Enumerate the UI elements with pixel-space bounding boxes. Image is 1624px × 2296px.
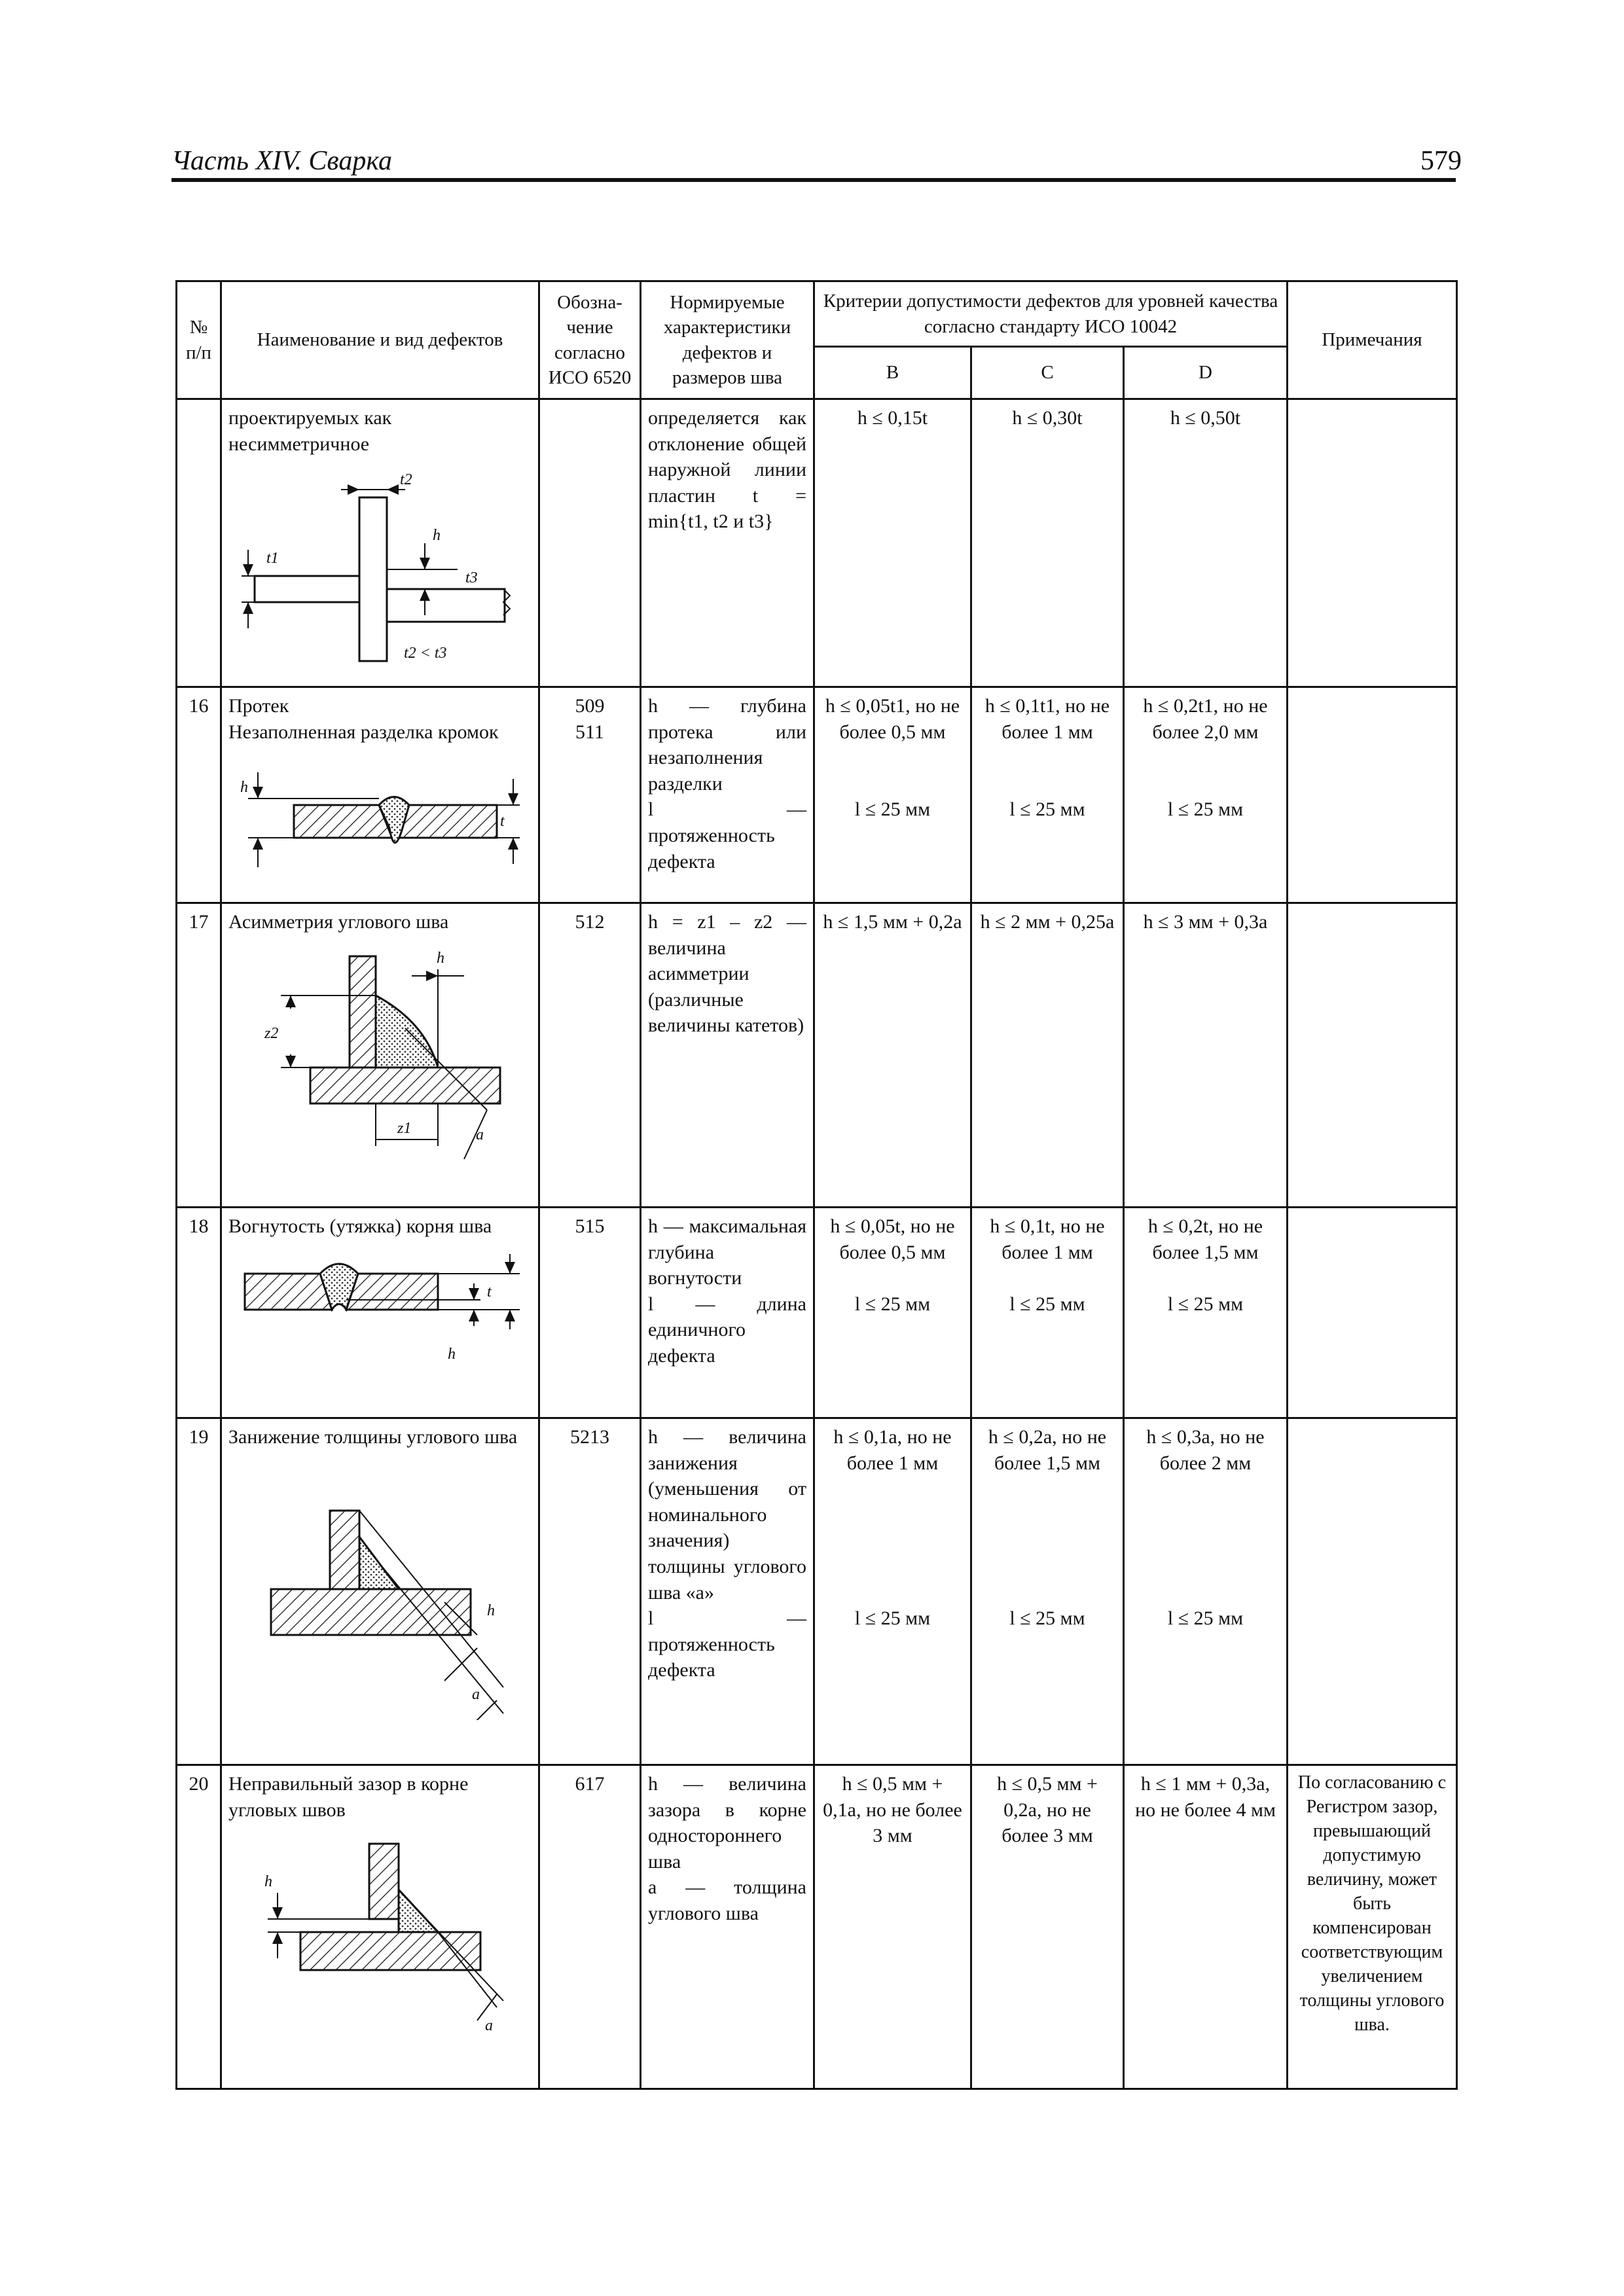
row-code: 5213 xyxy=(539,1418,641,1765)
row-criteria-b: h ≤ 0,1a, но не более 1 мм l ≤ 25 мм xyxy=(814,1418,971,1765)
defects-table xyxy=(175,280,1458,2090)
col-header-d: D xyxy=(1124,347,1288,399)
label-h: h xyxy=(240,779,248,797)
row-criteria-b: h ≤ 0,05t1, но не более 0,5 мм l ≤ 25 мм xyxy=(814,687,971,903)
row-name-cell xyxy=(221,903,539,1208)
page-number: 579 xyxy=(1420,146,1462,176)
label-h: h xyxy=(437,949,444,967)
row-name: Занижение толщины углового шва xyxy=(228,1426,518,1448)
label-t1: t1 xyxy=(266,550,279,567)
row-notes xyxy=(1288,903,1457,1208)
row-num: 19 xyxy=(177,1418,221,1765)
row-criteria-b: h ≤ 0,15t xyxy=(814,399,971,687)
row-criteria-c: h ≤ 0,1t1, но не более 1 мм l ≤ 25 мм xyxy=(971,687,1124,903)
row-num: 20 xyxy=(177,1765,221,2089)
row-criteria-d: h ≤ 0,3a, но не более 2 мм l ≤ 25 мм xyxy=(1124,1418,1288,1765)
col-header-name: Наименование и вид дефектов xyxy=(221,281,539,399)
row-name-cell xyxy=(221,1765,539,2089)
col-header-b: B xyxy=(814,347,971,399)
label-a: a xyxy=(472,1685,480,1703)
row-criteria-c: h ≤ 0,5 мм + 0,2a, но не более 3 мм xyxy=(971,1765,1124,2089)
root-concavity-sketch xyxy=(228,1247,523,1369)
row-characteristics: h — глубина протека или незаполнения разделки l — протяженность дефекта xyxy=(641,687,814,903)
row-name: Неправильный зазор в корне угловых швов xyxy=(228,1773,469,1821)
root-gap-sketch xyxy=(228,1831,523,2047)
row-name: Вогнутость (утяжка) корня шва xyxy=(228,1215,492,1237)
label-a: a xyxy=(485,2017,493,2035)
label-a: a xyxy=(476,1126,484,1143)
row-characteristics: h = z1 – z2 — величина асимметрии (различные величины катетов) xyxy=(641,903,814,1208)
row-criteria-d: h ≤ 0,50t xyxy=(1124,399,1288,687)
col-header-notes: Примечания xyxy=(1288,281,1457,399)
table-row xyxy=(177,903,1457,1208)
row-num: 18 xyxy=(177,1208,221,1418)
running-header-title: Часть XIV. Сварка xyxy=(171,146,392,176)
undersized-fillet-sketch xyxy=(228,1458,523,1720)
label-h: h xyxy=(487,1602,495,1619)
row-code: 515 xyxy=(539,1208,641,1418)
col-header-code: Обозна-чение согласно ИСО 6520 xyxy=(539,281,641,399)
row-notes xyxy=(1288,1418,1457,1765)
row-name-cell xyxy=(221,399,539,687)
row-criteria-c: h ≤ 2 мм + 0,25a xyxy=(971,903,1124,1208)
label-cond: t2 < t3 xyxy=(404,645,447,662)
table-row xyxy=(177,1765,1457,2089)
row-name-cell xyxy=(221,687,539,903)
row-code: 617 xyxy=(539,1765,641,2089)
label-z1: z1 xyxy=(397,1119,412,1137)
row-characteristics: h — величина занижения (уменьшения от номинального значения) толщины углового шва «a» l — протяженность дефекта xyxy=(641,1418,814,1765)
row-name: Протек Незаполненная разделка кромок xyxy=(228,695,499,743)
label-h: h xyxy=(448,1345,456,1363)
row-criteria-d: h ≤ 3 мм + 0,3a xyxy=(1124,903,1288,1208)
table-row xyxy=(177,1208,1457,1418)
row-criteria-b: h ≤ 1,5 мм + 0,2a xyxy=(814,903,971,1208)
col-header-char: Нормируемые характеристики дефектов и размеров шва xyxy=(641,281,814,399)
col-header-criteria: Критерии допустимости дефектов для уровней качества согласно стандарту ИСО 10042 xyxy=(814,281,1288,347)
burn-through-sketch xyxy=(228,753,523,867)
row-characteristics: h — величина зазора в корне одностороннего шва a — толщина углового шва xyxy=(641,1765,814,2089)
row-criteria-b: h ≤ 0,05t, но не более 0,5 мм l ≤ 25 мм xyxy=(814,1208,971,1418)
row-name: проектируемых как несимметричное xyxy=(228,407,392,455)
asymmetric-joint-sketch xyxy=(228,465,516,668)
row-name-cell xyxy=(221,1208,539,1418)
row-name: Асимметрия углового шва xyxy=(228,911,449,933)
row-characteristics: определяется как отклонение общей наружной линии пластин t = min{t1, t2 и t3} xyxy=(641,399,814,687)
label-h: h xyxy=(433,527,441,545)
row-criteria-c: h ≤ 0,1t, но не более 1 мм l ≤ 25 мм xyxy=(971,1208,1124,1418)
table-row xyxy=(177,1418,1457,1765)
row-num: 17 xyxy=(177,903,221,1208)
fillet-asymmetry-sketch xyxy=(228,943,523,1166)
row-code: 512 xyxy=(539,903,641,1208)
row-criteria-b: h ≤ 0,5 мм + 0,1a, но не более 3 мм xyxy=(814,1765,971,2089)
row-criteria-c: h ≤ 0,30t xyxy=(971,399,1124,687)
label-t3: t3 xyxy=(465,569,478,587)
label-t2: t2 xyxy=(400,471,412,489)
header-rule xyxy=(171,178,1456,182)
col-header-c: C xyxy=(971,347,1124,399)
table-row xyxy=(177,687,1457,903)
row-characteristics: h — максимальная глубина вогнутости l — длина единичного дефекта xyxy=(641,1208,814,1418)
row-notes xyxy=(1288,687,1457,903)
row-criteria-d: h ≤ 1 мм + 0,3a, но не более 4 мм xyxy=(1124,1765,1288,2089)
table-row xyxy=(177,399,1457,687)
row-criteria-c: h ≤ 0,2a, но не более 1,5 мм l ≤ 25 мм xyxy=(971,1418,1124,1765)
row-num: 16 xyxy=(177,687,221,903)
row-notes xyxy=(1288,399,1457,687)
label-t: t xyxy=(487,1283,492,1300)
row-notes: По согласованию с Регистром зазор, превышающий допустимую величину, может быть компенсирован соответствующим увеличением толщины углового шва. xyxy=(1288,1765,1457,2089)
row-code: 509 511 xyxy=(539,687,641,903)
label-h: h xyxy=(264,1873,272,1891)
label-t: t xyxy=(500,813,505,831)
row-criteria-d: h ≤ 0,2t, но не более 1,5 мм l ≤ 25 мм xyxy=(1124,1208,1288,1418)
row-code xyxy=(539,399,641,687)
label-z2: z2 xyxy=(264,1024,279,1042)
row-criteria-d: h ≤ 0,2t1, но не более 2,0 мм l ≤ 25 мм xyxy=(1124,687,1288,903)
row-num xyxy=(177,399,221,687)
row-notes xyxy=(1288,1208,1457,1418)
row-name-cell xyxy=(221,1418,539,1765)
col-header-num: № п/п xyxy=(177,281,221,399)
